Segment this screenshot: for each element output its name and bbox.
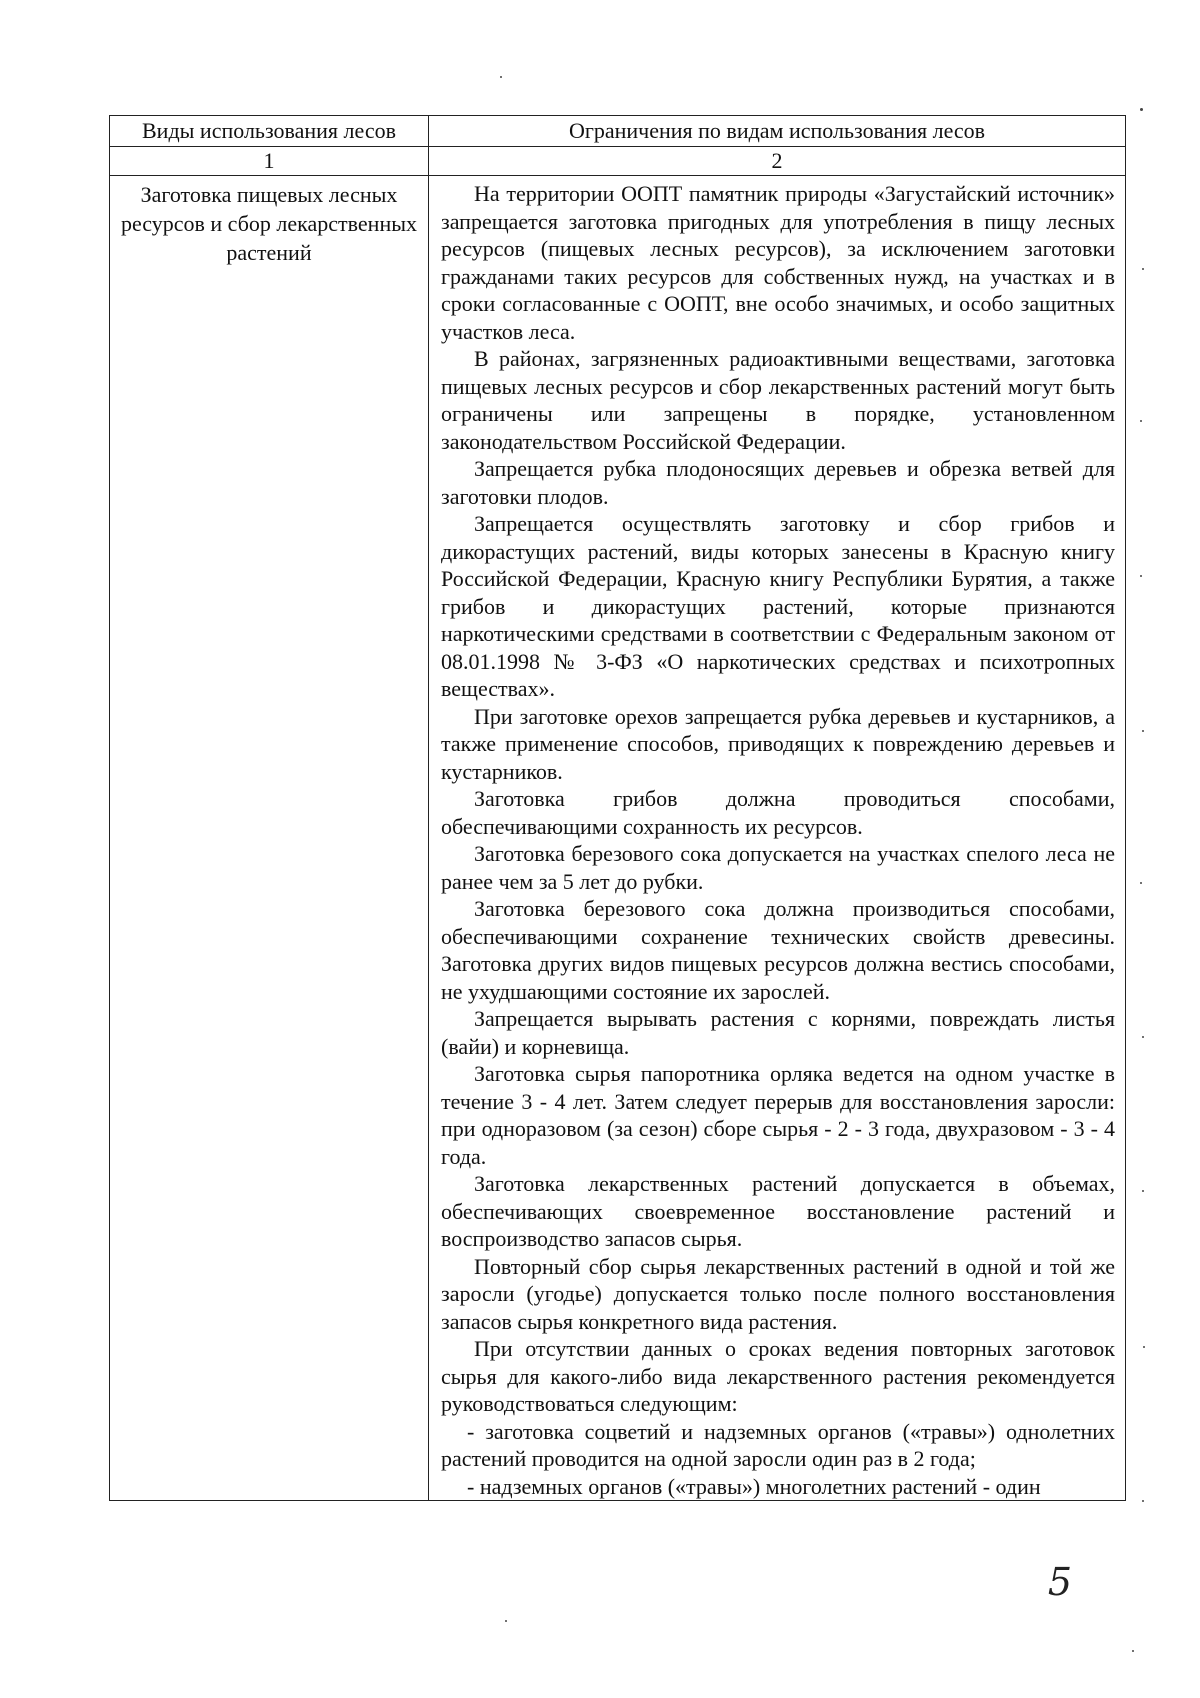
restriction-dash-item: - надземных органов («травы») многолетних растений - один [467, 1473, 1041, 1499]
restriction-paragraph: Запрещается рубка плодоносящих деревьев и обрезка ветвей для заготовки плодов. [441, 456, 1115, 509]
restriction-paragraph: Заготовка лекарственных растений допускается в объемах, обеспечивающих своевременное восстановление растений и воспроизводство запасов сырья. [441, 1171, 1115, 1251]
scan-speck [1142, 1500, 1144, 1502]
restriction-paragraph: Запрещается осуществлять заготовку и сбор грибов и дикорастущих растений, виды которых занесены в Красную книгу Российской Федерации, Красную книгу Республики Бурятия, а также грибов и дикорастущих растений, которые признаются наркотическими средствами в соответствии с Федеральным законом от 08.01.1998 № 3-ФЗ «О наркотических средствах и психотропных веществах». [441, 511, 1115, 701]
use-type-cell [110, 176, 429, 1501]
scan-speck [1142, 730, 1144, 732]
restriction-paragraph: Заготовка грибов должна проводиться способами, обеспечивающими сохранность их ресурсов. [441, 786, 1115, 839]
use-type-text: Заготовка пищевых лесных ресурсов и сбор лекарственных растений [120, 182, 418, 265]
scan-speck [505, 1620, 507, 1622]
restriction-paragraph: Заготовка сырья папоротника орляка ведется на одном участке в течение 3 - 4 лет. Затем следует перерыв для восстановления заросли: при одноразовом (за сезон) сборе сырья - 2 - 3 года, двухразовом - 3 - 4 года. [441, 1061, 1115, 1169]
scan-speck [1140, 882, 1142, 884]
scan-speck [1140, 575, 1142, 577]
header-col-2: Ограничения по видам использования лесов [429, 116, 1126, 147]
scan-speck [1140, 420, 1142, 422]
restriction-paragraph: В районах, загрязненных радиоактивными веществами, заготовка пищевых лесных ресурсов и сбор лекарственных растений могут быть ограничены или запрещены в порядке, установленном законодательством Российской Федерации. [441, 346, 1115, 454]
restriction-paragraph: На территории ООПТ памятник природы «Загустайский источник» запрещается заготовка пригодных для употребления в пищу лесных ресурсов (пищевых лесных ресурсов), за исключением заготовки гражданами таких ресурсов для собственных нужд, на участках и в сроки согласованные с ООПТ, вне особо значимых, и особо защитных участков леса. [441, 181, 1115, 344]
restriction-paragraph: Запрещается вырывать растения с корнями, повреждать листья (вайи) и корневища. [441, 1006, 1115, 1059]
column-number-row [110, 147, 1126, 176]
restriction-paragraph: При заготовке орехов запрещается рубка деревьев и кустарников, а также применение способов, приводящих к повреждению деревьев и кустарников. [441, 703, 1115, 784]
scan-speck [1142, 268, 1144, 270]
scan-speck [1143, 1346, 1145, 1348]
scan-speck [500, 76, 502, 78]
scan-speck [1140, 108, 1143, 111]
restriction-paragraph: Повторный сбор сырья лекарственных растений в одной и той же заросли (угодье) допускается только после полного восстановления запасов сырья конкретного вида растения. [441, 1253, 1115, 1334]
table-row [110, 176, 1126, 1501]
forest-use-table [109, 115, 1126, 1501]
table-header-row [110, 116, 1126, 147]
column-number-2: 2 [429, 147, 1126, 176]
restriction-dash-item: - заготовка соцветий и надземных органов («травы») однолетних растений проводится на одной заросли один раз в 2 года; [441, 1418, 1115, 1471]
restriction-paragraph: Заготовка березового сока должна производиться способами, обеспечивающими сохранение технических свойств древесины. Заготовка других видов пищевых ресурсов должна вестись способами, не ухудшающими состояние их зарослей. [441, 896, 1115, 1004]
restriction-paragraph: При отсутствии данных о сроках ведения повторных заготовок сырья для какого-либо вида лекарственного растения рекомендуется руководствоваться следующим: [441, 1336, 1115, 1416]
scan-speck [1132, 1650, 1134, 1652]
restriction-paragraph: Заготовка березового сока допускается на участках спелого леса не ранее чем за 5 лет до рубки. [441, 841, 1115, 894]
scan-speck [1142, 1036, 1144, 1038]
column-number-1: 1 [110, 147, 429, 176]
scan-speck [1142, 1190, 1144, 1192]
restrictions-cell [429, 176, 1126, 1501]
header-col-1: Виды использования лесов [110, 116, 429, 147]
page-number-mark: 5 [1047, 1560, 1072, 1604]
